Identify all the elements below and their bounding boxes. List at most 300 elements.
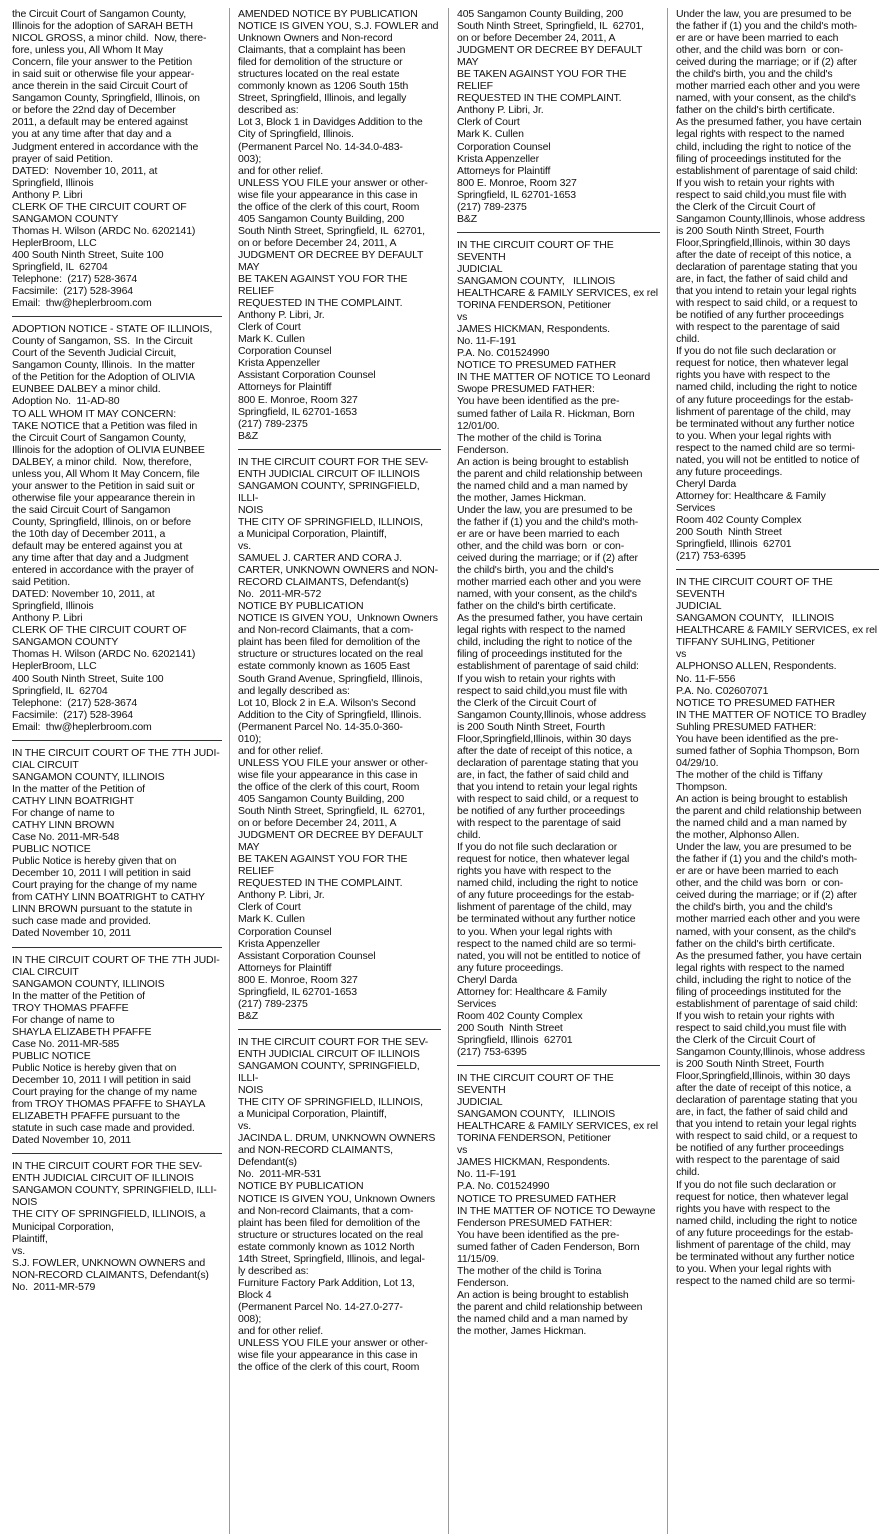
notice-line: NOIS (238, 503, 264, 516)
notice-line: No. 2011-MR-579 (12, 1280, 96, 1293)
notice-line: If you do not file such declaration or (676, 1178, 837, 1191)
notice-line: on or before December 24, 2011, A (238, 236, 397, 249)
notice-line: Thompson. (676, 780, 728, 793)
notice-line: the Clerk of the Circuit Court of (676, 200, 816, 213)
legal-notice (12, 747, 222, 940)
notice-line: ceived during the marriage; or if (2) after (676, 56, 857, 69)
notice-line: If you wish to retain your rights with (676, 176, 835, 189)
notice-line: 04/29/10. (676, 756, 719, 769)
notice-line: 008); (238, 1312, 262, 1325)
notice-line: RECORD CLAIMANTS, Defendant(s) (238, 576, 409, 589)
notice-line: your answer to the Petition in said suit or (12, 479, 195, 492)
notice-line: SANGAMON COUNTY, ILLINOIS (457, 1108, 615, 1121)
notice-line: ALPHONSO ALLEN, Respondents. (676, 660, 837, 673)
notice-line: Springfield, Illinois (12, 600, 94, 613)
legal-notice (12, 8, 222, 309)
notice-line: Fenderson. (457, 1276, 509, 1289)
notice-line: child. (676, 1166, 700, 1179)
notice-line: be notified of any further proceedings (676, 1142, 844, 1155)
notice-line: on or before December 24, 2011, A (457, 32, 616, 45)
notice-line: CIAL CIRCUIT (12, 965, 79, 978)
notice-line: establishment of parentage of said child: (457, 660, 639, 673)
notice-line: Clerk of Court (457, 116, 520, 129)
notice-line: the mother, James Hickman. (457, 1325, 587, 1338)
notice-line: Floor,Springfield,Illinois, within 30 days (676, 236, 851, 249)
notice-line: Addition to the City of Springfield, Illinois. (238, 708, 422, 721)
notice-line: Defendant(s) (238, 1156, 297, 1169)
notice-line: TORINA FENDERSON, Petitioner (457, 1132, 611, 1145)
legal-notice (12, 954, 222, 1147)
notice-line: of any future proceedings for the estab- (457, 889, 635, 902)
notice-line: In the matter of the Petition of (12, 989, 145, 1002)
notice-line: Dated November 10, 2011 (12, 1134, 131, 1147)
notice-line: request for notice, then whatever legal (457, 853, 630, 866)
notice-line: other, and the child was born or con- (676, 44, 844, 57)
column-4 (667, 8, 886, 1534)
notice-line: vs. (238, 540, 251, 553)
notice-line: Under the law, you are presumed to be (676, 841, 852, 854)
notice-line: REQUESTED IN THE COMPLAINT. (457, 92, 622, 105)
notice-line: ENTH JUDICIAL CIRCUIT OF ILLINOIS (238, 467, 420, 480)
notice-line: Krista Appenzeller (238, 937, 320, 950)
notice-line: Public Notice is hereby given that on (12, 855, 177, 868)
notice-line: Email: thw@heplerbroom.com (12, 297, 152, 310)
notice-line: with respect to the parentage of said (457, 817, 621, 830)
notice-line: such case made and provided. (12, 915, 151, 928)
notice-line: IN THE CIRCUIT COURT FOR THE SEV- (238, 455, 429, 468)
notice-line: Court praying for the change of my name (12, 879, 198, 892)
notice-line: wise file your appearance in this case in (238, 188, 418, 201)
notice-line: Services (457, 997, 497, 1010)
notice-line: (217) 753-6395 (676, 550, 746, 563)
notice-line: named child, including the right to notice (676, 1214, 858, 1227)
notice-line: er are or have been married to each (676, 865, 839, 878)
notice-line: are, in fact, the father of said child and (676, 273, 848, 286)
notice-line: the child's birth, you and the child's (457, 564, 614, 577)
notice-line: CIAL CIRCUIT (12, 758, 79, 771)
notice-line: (Permanent Parcel No. 14-35.0-360- (238, 720, 403, 733)
notice-line: sumed father of Sophia Thompson, Born (676, 744, 860, 757)
notice-line: HEALTHCARE & FAMILY SERVICES, ex rel (457, 1120, 658, 1133)
notice-line: REQUESTED IN THE COMPLAINT. (238, 877, 403, 890)
notice-line: NOTICE IS GIVEN YOU, S.J. FOWLER and (238, 20, 439, 33)
notice-line: other, and the child was born or con- (676, 877, 844, 890)
notice-line: request for notice, then whatever legal (676, 1190, 849, 1203)
notice-line: father on the child's birth certificate. (457, 600, 616, 613)
notice-line: Room 402 County Complex (457, 1009, 583, 1022)
notice-line: child, including the right to notice of the (457, 636, 633, 649)
notice-line: are, in fact, the father of said child and (457, 768, 629, 781)
notice-line: B&Z (238, 429, 258, 442)
notice-line: with respect to said child, or a request to (676, 1130, 858, 1143)
notice-line: are, in fact, the father of said child and (676, 1106, 848, 1119)
notice-line: a Municipal Corporation, Plaintiff, (238, 527, 387, 540)
notice-line: and for other relief. (238, 744, 323, 757)
notice-line: is 200 South Ninth Street, Fourth (676, 224, 824, 237)
notice-line: Sangamon County,Illinois, whose address (676, 1045, 865, 1058)
notice-line: plaint has been filed for demolition of the (238, 1216, 421, 1229)
notice-line: BE TAKEN AGAINST YOU FOR THE RELIEF (457, 68, 630, 93)
notice-line: Attorney for: Healthcare & Family (457, 985, 607, 998)
notice-line: Adoption No. 11-AD-80 (12, 395, 120, 408)
notice-line: father on the child's birth certificate. (676, 104, 835, 117)
notice-line: You have been identified as the pre- (457, 1228, 620, 1241)
notice-line: REQUESTED IN THE COMPLAINT. (238, 297, 403, 310)
notice-line: with respect to said child, or a request to (457, 793, 639, 805)
notice-line: Thomas H. Wilson (ARDC No. 6202141) (12, 648, 196, 661)
notice-line: be notified of any further proceedings (676, 309, 844, 322)
notice-line: 400 South Ninth Street, Suite 100 (12, 672, 164, 685)
notice-line: Facsimile: (217) 528-3964 (12, 708, 133, 721)
notice-divider (238, 1029, 441, 1030)
notice-line: S.J. FOWLER, UNKNOWN OWNERS and (12, 1256, 206, 1269)
notice-line: THE CITY OF SPRINGFIELD, ILLINOIS, (238, 515, 423, 528)
notice-line: be terminated without any further notice (457, 913, 636, 926)
notice-line: Krista Appenzeller (238, 357, 320, 370)
notice-line: 800 E. Monroe, Room 327 (457, 176, 577, 189)
notice-line: and for other relief. (238, 164, 323, 177)
legal-notice (676, 8, 879, 562)
legal-notices-page (10, 8, 886, 1534)
notice-line: of any future proceedings for the estab- (676, 393, 854, 406)
notice-line: LINN BROWN pursuant to the statute in (12, 903, 193, 916)
notice-divider (676, 569, 879, 570)
notice-line: the father if (1) you and the child's moth- (676, 853, 858, 866)
notice-line: NOIS (238, 1084, 264, 1097)
notice-line: (217) 753-6395 (457, 1045, 527, 1058)
notice-line: the parent and child relationship between (457, 467, 643, 480)
notice-line: 405 Sangamon County Building, 200 (238, 212, 405, 225)
notice-line: estate commonly known as 1605 East (238, 660, 410, 673)
notice-line: No. 11-F-556 (676, 672, 736, 685)
notice-line: Illinois for the adoption of OLIVIA EUNBEE (12, 443, 205, 456)
notice-line: Cheryl Darda (457, 973, 518, 986)
notice-line: No. 11-F-191 (457, 335, 517, 348)
notice-line: TIFFANY SUHLING, Petitioner (676, 636, 815, 649)
notice-line: AMENDED NOTICE BY PUBLICATION (238, 8, 418, 20)
notice-line: the office of the clerk of this court, Room (238, 780, 420, 793)
notice-line: IN THE MATTER OF NOTICE TO Leonard (457, 371, 651, 384)
notice-line: Sangamon County, Springfield, Illinois, on (12, 92, 200, 105)
notice-line: the office of the clerk of this court, Room (238, 200, 420, 213)
notice-line: B&Z (457, 212, 477, 225)
notice-line: ENTH JUDICIAL CIRCUIT OF ILLINOIS (12, 1172, 194, 1185)
legal-notice (12, 323, 222, 733)
notice-line: December 10, 2011 I will petition in said (12, 867, 191, 880)
notice-line: fore, unless you, All Whom It May (12, 44, 163, 57)
notice-line: Krista Appenzeller (457, 152, 539, 165)
notice-line: filing of proceedings instituted for the (676, 152, 842, 165)
notice-line: BE TAKEN AGAINST YOU FOR THE RELIEF (238, 273, 411, 298)
notice-line: is 200 South Ninth Street, Fourth (676, 1058, 824, 1071)
notice-line: the mother, Alphonso Allen. (676, 829, 800, 842)
notice-line: For change of name to (12, 1013, 115, 1026)
legal-notice (457, 239, 660, 1058)
notice-line: vs (457, 311, 468, 324)
notice-line: declaration of parentage stating that you (676, 1094, 858, 1107)
notice-line: with respect to said child, or a request to (676, 297, 858, 310)
notice-line: child, including the right to notice of the (676, 973, 852, 986)
notice-line: on or before December 24, 2011, A (238, 817, 397, 830)
notice-line: request for notice, then whatever legal (676, 357, 849, 370)
legal-notice (457, 1072, 660, 1337)
notice-line: CLERK OF THE CIRCUIT COURT OF (12, 624, 187, 637)
notice-line: the said Circuit Court of Sangamon (12, 503, 171, 516)
notice-line: CLERK OF THE CIRCUIT COURT OF (12, 200, 187, 213)
notice-line: NOTICE IS GIVEN YOU, Unknown Owners (238, 1192, 436, 1205)
notice-line: IN THE MATTER OF NOTICE TO Dewayne (457, 1204, 656, 1217)
notice-line: Springfield, Illinois (12, 176, 94, 189)
notice-line: structure or structures located on the real (238, 1228, 423, 1241)
notice-line: SANGAMON COUNTY, SPRINGFIELD, ILLI- (238, 1059, 423, 1085)
notice-line: South Grand Avenue, Springfield, Illinois, (238, 672, 423, 685)
notice-line: SANGAMON COUNTY, ILLINOIS (676, 612, 834, 625)
notice-line: B&Z (238, 1009, 258, 1022)
notice-line: P.A. No. C01524990 (457, 1180, 550, 1193)
notice-line: DATED: November 10, 2011, at (12, 164, 158, 177)
notice-line: 405 Sangamon County Building, 200 (457, 8, 624, 20)
notice-line: BE TAKEN AGAINST YOU FOR THE RELIEF (238, 853, 411, 878)
notice-line: the Circuit Court of Sangamon County, (12, 8, 187, 20)
notice-line: You have been identified as the pre- (676, 732, 839, 745)
notice-line: 14th Street, Springfield, Illinois, and legal- (238, 1252, 425, 1265)
notice-line: any future proceedings. (457, 961, 564, 974)
notice-line: and Non-record Claimants, that a com- (238, 624, 414, 637)
notice-line: Fenderson PRESUMED FATHER: (457, 1216, 613, 1229)
legal-notice (238, 456, 441, 1022)
notice-line: JUDICIAL (676, 600, 722, 613)
notice-line: named child, including the right to notice (676, 381, 858, 394)
notice-line: Case No. 2011-MR-548 (12, 831, 120, 844)
notice-line: the 10th day of December 2011, a (12, 527, 166, 540)
notice-line: 400 South Ninth Street, Suite 100 (12, 248, 164, 261)
notice-line: P.A. No. C02607071 (676, 684, 769, 697)
notice-line: er are or have been married to each (457, 527, 620, 540)
notice-line: the Clerk of the Circuit Court of (676, 1033, 816, 1046)
notice-line: UNLESS YOU FILE your answer or other- (238, 176, 428, 189)
notice-line: to you. When your legal rights with (457, 925, 613, 938)
notice-line: NOTICE TO PRESUMED FATHER (457, 359, 617, 372)
notice-line: Springfield, IL 62701-1653 (238, 405, 357, 418)
notice-line: any time after that day and a Judgment (12, 552, 189, 565)
notice-line: (217) 789-2375 (457, 200, 527, 213)
notice-line: Assistant Corporation Counsel (238, 369, 376, 382)
notice-line: Attorney for: Healthcare & Family (676, 489, 826, 502)
notice-line: JUDICIAL (457, 1096, 503, 1109)
notice-line: lishment of parentage of the child, may (457, 901, 632, 914)
notice-line: respect to the named child are so termi- (676, 1274, 856, 1287)
notice-line: named child, including the right to notice (457, 877, 639, 890)
notice-line: Under the law, you are presumed to be (676, 8, 852, 20)
notice-line: County of Sangamon, SS. In the Circuit (12, 335, 193, 348)
notice-line: Corporation Counsel (457, 140, 551, 153)
notice-line: default may be entered against you at (12, 540, 183, 553)
notice-line: vs (457, 1144, 468, 1157)
notice-line: vs (676, 648, 687, 661)
notice-line: Sangamon County,Illinois, whose address (457, 708, 646, 721)
notice-line: Court of the Seventh Judicial Circuit, (12, 347, 177, 360)
notice-line: No. 2011-MR-572 (238, 588, 322, 601)
notice-line: IN THE CIRCUIT COURT OF THE 7TH JUDI- (12, 953, 220, 966)
notice-line: Judgment entered in accordance with the (12, 140, 199, 153)
notice-line: child. (457, 829, 481, 842)
notice-line: after the date of receipt of this notice, a (457, 744, 633, 757)
notice-line: and legally described as: (238, 684, 350, 697)
notice-line: otherwise file your appearance therein in (12, 491, 195, 504)
notice-line: Mark K. Cullen (238, 333, 305, 346)
notice-line: Springfield, IL 62704 (12, 260, 108, 273)
notice-line: NOTICE BY PUBLICATION (238, 1180, 364, 1193)
notice-line: Lot 10, Block 2 in E.A. Wilson's Second (238, 696, 416, 709)
column-1 (10, 8, 229, 1534)
column-2 (229, 8, 448, 1534)
notice-line: Telephone: (217) 528-3674 (12, 696, 138, 709)
notice-line: SAMUEL J. CARTER AND CORA J. (238, 552, 402, 565)
notice-line: and for other relief. (238, 1325, 323, 1338)
notice-line: in said suit or otherwise file your appear- (12, 68, 195, 81)
notice-line: child. (676, 333, 700, 346)
notice-line: TO ALL WHOM IT MAY CONCERN: (12, 407, 176, 420)
notice-line: the named child and a man named by (457, 1312, 628, 1325)
notice-line: TROY THOMAS PFAFFE (12, 1001, 129, 1014)
notice-line: er are or have been married to each (676, 32, 839, 45)
notice-divider (457, 1065, 660, 1066)
notice-line: If you wish to retain your rights with (676, 1009, 835, 1022)
notice-line: be notified of any further proceedings (457, 805, 625, 818)
notice-line: An action is being brought to establish (676, 793, 848, 805)
notice-line: ly described as: (238, 1264, 309, 1277)
notice-line: Claimants, that a complaint has been (238, 44, 406, 57)
notice-line: CARTER, UNKNOWN OWNERS and NON- (238, 564, 438, 577)
notice-line: Attorneys for Plaintiff (457, 164, 551, 177)
notice-line: respect to the named child are so termi- (676, 441, 856, 454)
notice-line: the Clerk of the Circuit Court of (457, 696, 597, 709)
notice-line: Case No. 2011-MR-585 (12, 1037, 120, 1050)
notice-line: the office of the clerk of this court, Room (238, 1361, 420, 1374)
notice-line: nated, you will not be entitled to notice of (676, 453, 860, 466)
notice-line: named, with your consent, as the child's (676, 92, 856, 105)
notice-line: plaint has been filed for demolition of the (238, 636, 421, 649)
notice-line: named, with your consent, as the child's (457, 588, 637, 601)
notice-divider (12, 1153, 222, 1154)
notice-line: No. 2011-MR-531 (238, 1168, 322, 1181)
notice-line: County, Springfield, Illinois, on or before (12, 515, 191, 528)
notice-line: South Ninth Street, Springfield, IL 62701, (238, 224, 425, 237)
notice-line: that you intend to retain your legal rights (676, 285, 857, 298)
notice-line: JAMES HICKMAN, Respondents. (457, 323, 610, 336)
notice-line: Attorneys for Plaintiff (238, 961, 332, 974)
notice-line: 800 E. Monroe, Room 327 (238, 973, 358, 986)
notice-line: ELIZABETH PFAFFE pursuant to the (12, 1110, 180, 1123)
notice-line: nated, you will not be entitled to notice of (457, 949, 641, 962)
notice-line: 200 South Ninth Street (676, 526, 782, 539)
notice-line: Mark K. Cullen (238, 913, 305, 926)
notice-line: respect to said child,you must file with (676, 188, 847, 201)
notice-line: described as: (238, 104, 299, 117)
notice-line: You have been identified as the pre- (457, 395, 620, 408)
notice-line: NOTICE TO PRESUMED FATHER (457, 1192, 617, 1205)
notice-line: the parent and child relationship between (676, 805, 862, 818)
notice-line: filed for demolition of the structure or (238, 56, 403, 69)
notice-line: the child's birth, you and the child's (676, 68, 833, 81)
notice-line: lishment of parentage of the child, may (676, 405, 851, 418)
notice-line: to you. When your legal rights with (676, 429, 832, 442)
notice-line: Springfield, IL 62704 (12, 684, 108, 697)
notice-line: lishment of parentage of the child, may (676, 1238, 851, 1251)
notice-line: mother married each other and you were (676, 913, 860, 926)
notice-line: Street, Springfield, Illinois, and legally (238, 92, 407, 105)
notice-line: Springfield, IL 62701-1653 (457, 188, 576, 201)
notice-line: declaration of parentage stating that you (457, 756, 639, 769)
notice-line: the mother, James Hickman. (457, 491, 587, 504)
notice-line: respect to the named child are so termi- (457, 937, 637, 950)
notice-line: respect to said child,you must file with (457, 684, 628, 697)
notice-line: Floor,Springfield,Illinois, within 30 days (457, 732, 632, 745)
notice-line: the father if (1) you and the child's moth- (457, 515, 639, 528)
notice-line: IN THE MATTER OF NOTICE TO Bradley (676, 708, 867, 721)
notice-line: establishment of parentage of said child: (676, 164, 858, 177)
notice-line: Anthony P. Libri, Jr. (238, 889, 325, 902)
notice-line: you at any time after that day and a (12, 128, 172, 141)
notice-line: respect to said child,you must file with (676, 1021, 847, 1034)
notice-line: As the presumed father, you have certain (676, 116, 862, 129)
notice-line: after the date of receipt of this notice, a (676, 1082, 852, 1095)
notice-line: Suhling PRESUMED FATHER: (676, 720, 817, 733)
notice-line: the parent and child relationship between (457, 1300, 643, 1313)
notice-line: SHAYLA ELIZABETH PFAFFE (12, 1025, 152, 1038)
notice-line: IN THE CIRCUIT COURT OF THE SEVENTH (676, 576, 836, 601)
notice-line: EUNBEE DALBEY a minor child. (12, 383, 161, 396)
notice-line: Unknown Owners and Non-record (238, 32, 393, 45)
notice-line: Anthony P. Libri (12, 612, 83, 625)
notice-line: SANGAMON COUNTY (12, 212, 119, 225)
notice-line: Court praying for the change of my name (12, 1086, 198, 1099)
notice-line: (Permanent Parcel No. 14-34.0-483- (238, 140, 403, 153)
notice-line: SANGAMON COUNTY, ILLINOIS (12, 770, 165, 783)
notice-line: Telephone: (217) 528-3674 (12, 273, 138, 286)
notice-line: 800 E. Monroe, Room 327 (238, 393, 358, 406)
notice-line: SANGAMON COUNTY, ILLINOIS (457, 274, 615, 287)
notice-divider (12, 740, 222, 741)
notice-line: a Municipal Corporation, Plaintiff, (238, 1108, 387, 1121)
notice-line: (217) 789-2375 (238, 997, 308, 1010)
notice-line: filing of proceedings instituted for the (676, 985, 842, 998)
notice-line: The mother of the child is Torina (457, 1264, 602, 1277)
notice-line: structure or structures located on the real (238, 648, 423, 661)
notice-line: commonly known as 1206 South 15th (238, 80, 409, 93)
notice-line: Clerk of Court (238, 321, 301, 334)
notice-line: If you wish to retain your rights with (457, 672, 616, 685)
notice-line: UNLESS YOU FILE your answer or other- (238, 1337, 428, 1350)
notice-line: the Circuit Court of Sangamon County, (12, 431, 187, 444)
notice-line: If you do not file such declaration or (457, 841, 618, 854)
notice-line: prayer of said Petition. (12, 152, 113, 165)
notice-line: rights you have with respect to the (676, 369, 831, 382)
notice-line: SANGAMON COUNTY, SPRINGFIELD, ILLI- (12, 1184, 217, 1197)
notice-line: If you do not file such declaration or (676, 345, 837, 358)
notice-line: 405 Sangamon County Building, 200 (238, 793, 405, 805)
notice-line: TORINA FENDERSON, Petitioner (457, 299, 611, 312)
notice-line: mother married each other and you were (457, 576, 641, 589)
notice-line: 12/01/00. (457, 419, 500, 432)
notice-divider (457, 232, 660, 233)
notice-line: legal rights with respect to the named (457, 624, 626, 637)
notice-line: ADOPTION NOTICE - STATE OF ILLINOIS, (12, 323, 213, 336)
notice-line: ceived during the marriage; or if (2) after (457, 552, 638, 565)
notice-line: mother married each other and you were (676, 80, 860, 93)
notice-line: to you. When your legal rights with (676, 1262, 832, 1275)
legal-notice (676, 576, 879, 1287)
